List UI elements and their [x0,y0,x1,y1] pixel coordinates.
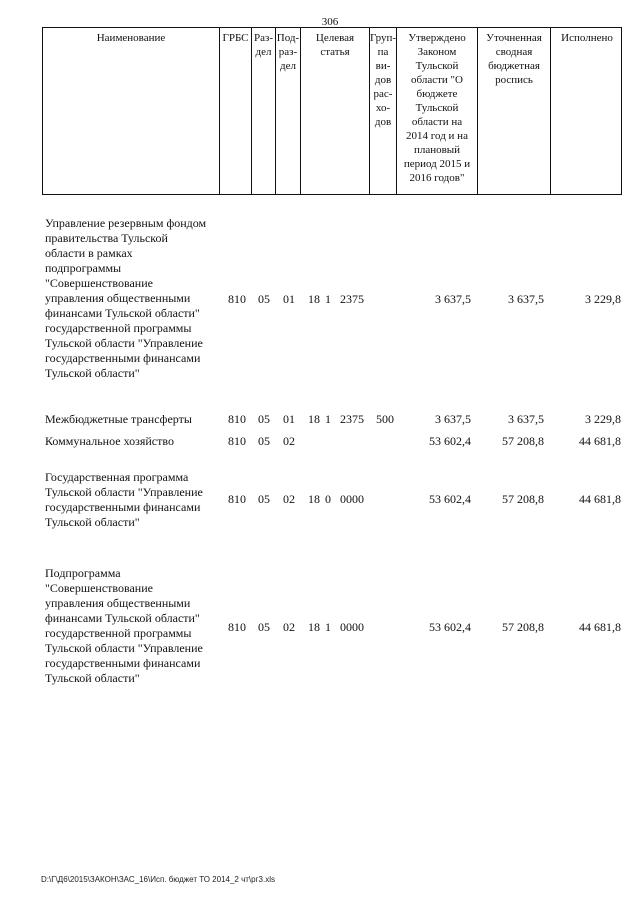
row-revised: 57 208,8 [502,492,544,506]
header-executed: Исполнено [550,28,623,194]
header-grbs: ГРБС [219,28,251,194]
row-podrazdel: 02 [283,434,295,448]
row-grbs: 810 [228,492,246,506]
row-target-article-code: 0000 [340,620,364,634]
row-razdel: 05 [258,492,270,506]
row-razdel: 05 [258,412,270,426]
header-name: Наименование [96,32,166,44]
row-grbs: 810 [228,292,246,306]
row-target-article-program: 18 [308,620,320,634]
header-expense-group: Груп- па ви- дов рас- хо- дов [369,28,396,194]
row-name: Межбюджетные трансферты [45,412,192,426]
row-approved: 53 602,4 [429,620,471,634]
row-podrazdel: 02 [283,492,295,506]
row-target-article-program: 18 [308,492,320,506]
table-row [0,434,640,452]
row-expense-group: 500 [376,412,394,426]
footer-file-path: D:\Г\Д6\2015\ЗАКОН\ЗАС_16\Исп. бюджет ТО 2014_2 чт\рг3.xls [41,875,275,884]
header-podrazdel: Под- раз- дел [275,28,300,194]
row-podrazdel: 02 [283,620,295,634]
row-name: Управление резервным фондом правительства Тульской области в рамках подпрограммы "Совершенствование управления общественными финансами Тульской области" государственной программы Тульской области "Управление государственными финансами Тульской области" [45,216,207,380]
row-podrazdel: 01 [283,292,295,306]
table-row [0,412,640,430]
row-executed: 44 681,8 [579,434,621,448]
row-approved: 53 602,4 [429,492,471,506]
row-target-article-code: 0000 [340,492,364,506]
header-approved: Утверждено Законом Тульской области "О бюджете Тульской области на 2014 год и на плановый период 2015 и 2016 годов" [396,28,477,194]
row-target-article-code: 2375 [340,412,364,426]
row-executed: 44 681,8 [579,492,621,506]
page-number: 306 [321,16,339,28]
row-target-article-subprogram: 1 [325,620,331,634]
row-executed: 44 681,8 [579,620,621,634]
row-executed: 3 229,8 [585,292,621,306]
row-revised: 57 208,8 [502,620,544,634]
row-target-article-subprogram: 1 [325,412,331,426]
table-header [42,27,622,195]
row-target-article-subprogram: 0 [325,492,331,506]
row-target-article-program: 18 [308,412,320,426]
row-name: Государственная программа Тульской области "Управление государственными финансами Тульской области" [45,470,203,529]
header-razdel: Раз- дел [251,28,275,194]
table-row [0,470,640,532]
row-revised: 57 208,8 [502,434,544,448]
row-target-article-subprogram: 1 [325,292,331,306]
row-target-article-program: 18 [308,292,320,306]
row-razdel: 05 [258,620,270,634]
table-row [0,566,640,690]
row-approved: 3 637,5 [435,292,471,306]
row-revised: 3 637,5 [508,292,544,306]
row-name: Коммунальное хозяйство [45,434,174,448]
row-name: Подпрограмма "Совершенствование управления общественными финансами Тульской области" государственной программы Тульской области "Управление государственными финансами Тульской области" [45,566,203,685]
row-approved: 53 602,4 [429,434,471,448]
row-approved: 3 637,5 [435,412,471,426]
row-target-article-code: 2375 [340,292,364,306]
row-grbs: 810 [228,620,246,634]
row-razdel: 05 [258,434,270,448]
row-grbs: 810 [228,412,246,426]
row-podrazdel: 01 [283,412,295,426]
row-executed: 3 229,8 [585,412,621,426]
row-grbs: 810 [228,434,246,448]
header-revised: Уточненная сводная бюджетная роспись [477,28,550,194]
table-row [0,216,640,386]
header-target-article: Целевая статья [300,28,369,194]
row-revised: 3 637,5 [508,412,544,426]
row-razdel: 05 [258,292,270,306]
